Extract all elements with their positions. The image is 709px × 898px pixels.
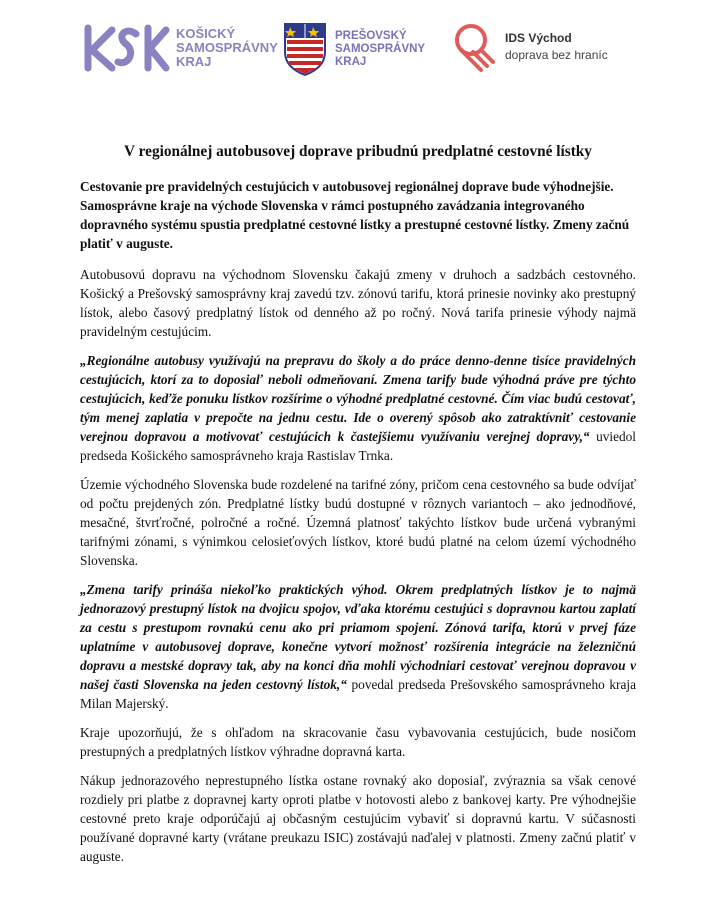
ids-subtitle: doprava bez hraníc: [505, 48, 608, 62]
psk-coat-of-arms-icon: [283, 22, 327, 76]
quote-1: „Regionálne autobusy využívajú na prepravu do školy a do práce denno-denne tisíce pravidelných cestujúcich, ktorí za to doposiaľ neboli odmeňovaní. Zmena tarify bude výhodná práve pre týchto cestujúcich, keďže ponuku lístkov rozšírime o výhodné predplatné cestovné. Čím viac budú cestovať, tým menej zaplatia v prepočte na jednu cestu. Ide o overený spôsob ako zatraktívniť cestovanie verejnou dopravou a motivovať cestujúcich k častejšiemu využívaniu verejnej dopravy,“: [80, 353, 636, 444]
quote-2-attribution: povedal predseda Prešovského samosprávneho kraja Milan Majerský.: [80, 677, 636, 711]
ids-ribbon-icon: [451, 22, 495, 72]
presov-region-logo: [283, 22, 425, 76]
ids-title: IDS Východ: [505, 31, 572, 45]
ksk-name: KOŠICKÝ SAMOSPRÁVNY KRAJ: [176, 26, 278, 69]
paragraph-3: Kraje upozorňujú, že s ohľadom na skracovanie času vybavovania cestujúcich, bude nosičom prestupných a predplatných lístkov výhradne dopravná karta.: [80, 725, 636, 759]
ksk-monogram-icon: [82, 22, 170, 74]
quote-2: „Zmena tarify prináša niekoľko praktických výhod. Okrem predplatných lístkov je to najmä jednorazový prestupný lístok na dvojicu spojov, vďaka ktorému cestujúci s dopravnou kartou zaplatí za cestu s prestupom rovnakú cenu ako pri priamom spojení. Zónová tarifa, ktorú v prvej fáze uplatníme v autobusovej doprave, konečne vytvorí možnosť rozšírenia integrácie na železničnú dopravu a mestské dopravy tak, aby na konci dňa mohli východniari cestovať verejnou dopravou v našej časti Slovenska na jeden cestovný lístok,“: [80, 582, 636, 692]
document-title: V regionálnej autobusovej doprave pribudnú predplatné cestovné lístky: [124, 143, 592, 160]
quote-1-attribution: uviedol predseda Košického samosprávneho kraja Rastislav Trnka.: [80, 429, 637, 463]
paragraph-4: Nákup jednorazového neprestupného lístka ostane rovnaký ako doposiaľ, zvýraznia sa však cenové rozdiely pri platbe z dopravnej karty oproti platbe v hotovosti alebo z bankovej karty. Pre výhodnejšie cestovné preto kraje odporúčajú aj občasným cestujúcim vybaviť si dopravnú kartu. V súčasnosti používané dopravné karty (vrátane preukazu ISIC) zostávajú naďalej v platnosti. Zmeny začnú platiť v auguste.: [80, 773, 636, 864]
ids-name: [505, 30, 608, 64]
lead-paragraph: Cestovanie pre pravidelných cestujúcich v autobusovej regionálnej doprave bude výhodnejšie. Samosprávne kraje na východe Slovenska v rámci postupného zavádzania integrovaného dopravného systému spustia predplatné cestovné lístky a prestupné cestovné lístky. Zmeny začnú platiť v auguste.: [80, 179, 630, 251]
kosice-region-logo: [82, 22, 278, 74]
quote-paragraph-1: [80, 351, 636, 465]
paragraph-1: Autobusovú dopravu na východnom Slovensku čakajú zmeny v druhoch a sadzbách cestovného. Košický a Prešovský samosprávny kraj zavedú tzv. zónovú tarifu, ktorá prinesie novinky ako prestupný lístok, alebo časový predplatný lístok od denného až po ročný. Nová tarifa prinesie výhody najmä pravidelným cestujúcim.: [80, 267, 636, 339]
header-logos: [0, 22, 709, 92]
ids-vychod-logo: [451, 22, 608, 72]
paragraph-2: Územie východného Slovenska bude rozdelené na tarifné zóny, pričom cena cestovného sa bude odvíjať od počtu prejdených zón. Predplatné lístky budú dostupné v rôznych variantoch – ako jednodňové, mesačné, štvrťročné, polročné a ročné. Územná platnosť takýchto lístkov bude určená vybranými tarifnými zónami, s výnimkou celosieťových lístkov, ktoré budú platné na celom území východného Slovenska.: [80, 477, 636, 568]
psk-name: PREŠOVSKÝ SAMOSPRÁVNY KRAJ: [335, 29, 426, 68]
quote-paragraph-2: [80, 580, 636, 713]
press-release: [80, 142, 636, 876]
